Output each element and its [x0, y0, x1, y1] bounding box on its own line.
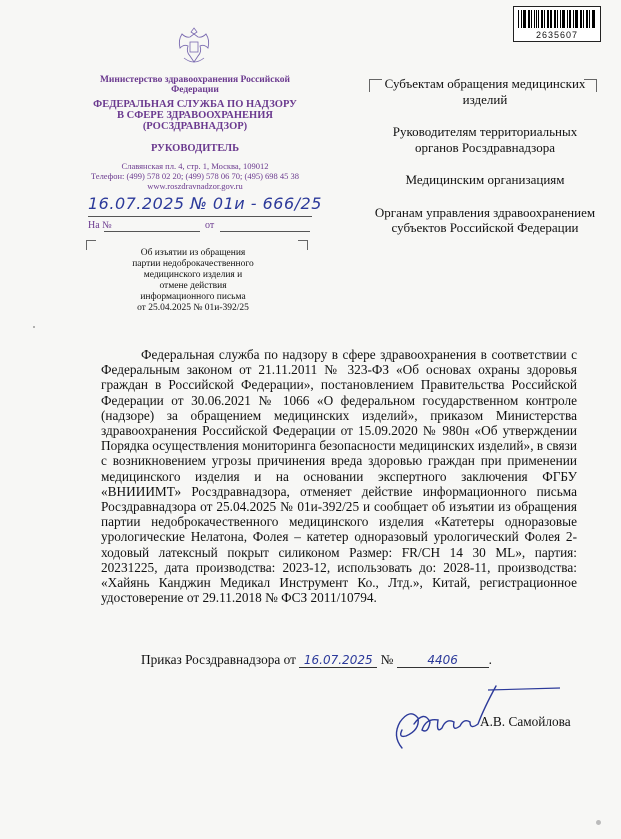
service-line: (РОСЗДРАВНАДЗОР)	[142, 121, 248, 132]
letter-subject	[98, 248, 288, 314]
reply-to-label: На №	[88, 220, 112, 231]
letter-body: Федеральная служба по надзору в сфере здравоохранения в соответствии с Федеральным законом от 21.11.2011 № 323-ФЗ «Об основах охраны здоровья граждан в Российской Федерации», постановлением Правительства Российской Федерации от 30.06.2021 № 1066 «О федеральном государственном контроле (надзоре) за обращением медицинских изделий», приказом Министерства здравоохранения Российской Федерации от 15.09.2020 № 980н «Об утверждении Порядка осуществления мониторинга безопасности медицинских изделий», в связи с возникновением угрозы причинения вреда здоровью граждан при применении медицинского изделия и на основании экспертного заключения ФГБУ «ВНИИИМТ» Росздравнадзора, отменяет действие информационного письма Росздравнадзора от 25.04.2025 № 01и-392/25 и сообщает об изъятии из обращения партии недоброкачественного медицинского изделия «Катетеры одноразовые урологические Нелатона, Фолея – катетер одноразовый урологический Фолея 2-ходовый латексный покрыт силиконом Размер: FR/CH 14 30 ML», партия: 20231225, дата производства: 2023-12, использовать до: 2028-11, производства: «Хайянь Канджин Медикал Инструмент Ко., Лтд.», Китай, регистрационное удостоверение от 29.11.2018 № ФСЗ 2011/10794.	[101, 347, 577, 606]
addressee: Медицинским организациям	[405, 172, 565, 187]
ministry-name: Министерство здравоохранения Российской Федерации	[99, 75, 291, 95]
order-date: 16.07.2025	[299, 653, 377, 668]
barcode-bars-icon	[518, 10, 596, 28]
subject-line: медицинского изделия и	[143, 270, 243, 280]
service-line: В СФЕРЕ ЗДРАВООХРАНЕНИЯ	[117, 110, 273, 121]
bracket-corner	[86, 240, 96, 250]
service-line: ФЕДЕРАЛЬНАЯ СЛУЖБА ПО НАДЗОРУ	[93, 99, 297, 110]
role-title: РУКОВОДИТЕЛЬ	[150, 143, 240, 154]
order-number: 4406	[397, 653, 489, 668]
phones: Телефон: (499) 578 02 20; (499) 578 06 70; (495) 698 45 38	[90, 171, 300, 181]
order-number-label: №	[380, 652, 394, 667]
reply-to-line	[104, 231, 200, 232]
reply-date-label: от	[205, 220, 215, 231]
subject-line: отмене действия	[159, 281, 227, 291]
addressee: Органам управления здравоохранением субъектов Российской Федерации	[374, 204, 596, 235]
registration-line	[88, 216, 312, 217]
subject-line: от 25.04.2025 № 01и-392/25	[137, 303, 249, 313]
subject-line: партии недоброкачественного	[132, 259, 254, 269]
address: Славянская пл. 4, стр. 1, Москва, 109012	[121, 161, 269, 171]
subject-line: Об изъятии из обращения	[140, 248, 246, 258]
registration-handwritten: 16.07.2025 № 01и - 666/25	[88, 194, 322, 213]
scan-speck	[33, 326, 35, 328]
bracket-corner	[298, 240, 308, 250]
website: www.roszdravnadzor.gov.ru	[147, 181, 243, 191]
order-reference	[141, 652, 492, 668]
contact-block	[80, 161, 310, 191]
signer-name: А.В. Самойлова	[480, 714, 571, 729]
reply-date-line	[220, 231, 310, 232]
coat-of-arms-icon	[174, 24, 214, 68]
barcode-number: 2635607	[535, 30, 579, 40]
scan-speck	[596, 820, 601, 825]
service-name	[80, 99, 310, 132]
order-suffix: .	[488, 652, 492, 667]
order-prefix: Приказ Росздравнадзора от	[141, 652, 296, 667]
addressee-list	[370, 76, 600, 253]
addressee: Руководителям территориальных органов Росздравнадзора	[392, 124, 578, 155]
addressee: Субъектам обращения медицинских изделий	[384, 76, 586, 107]
barcode	[513, 6, 601, 42]
subject-line: информационного письма	[140, 292, 246, 302]
